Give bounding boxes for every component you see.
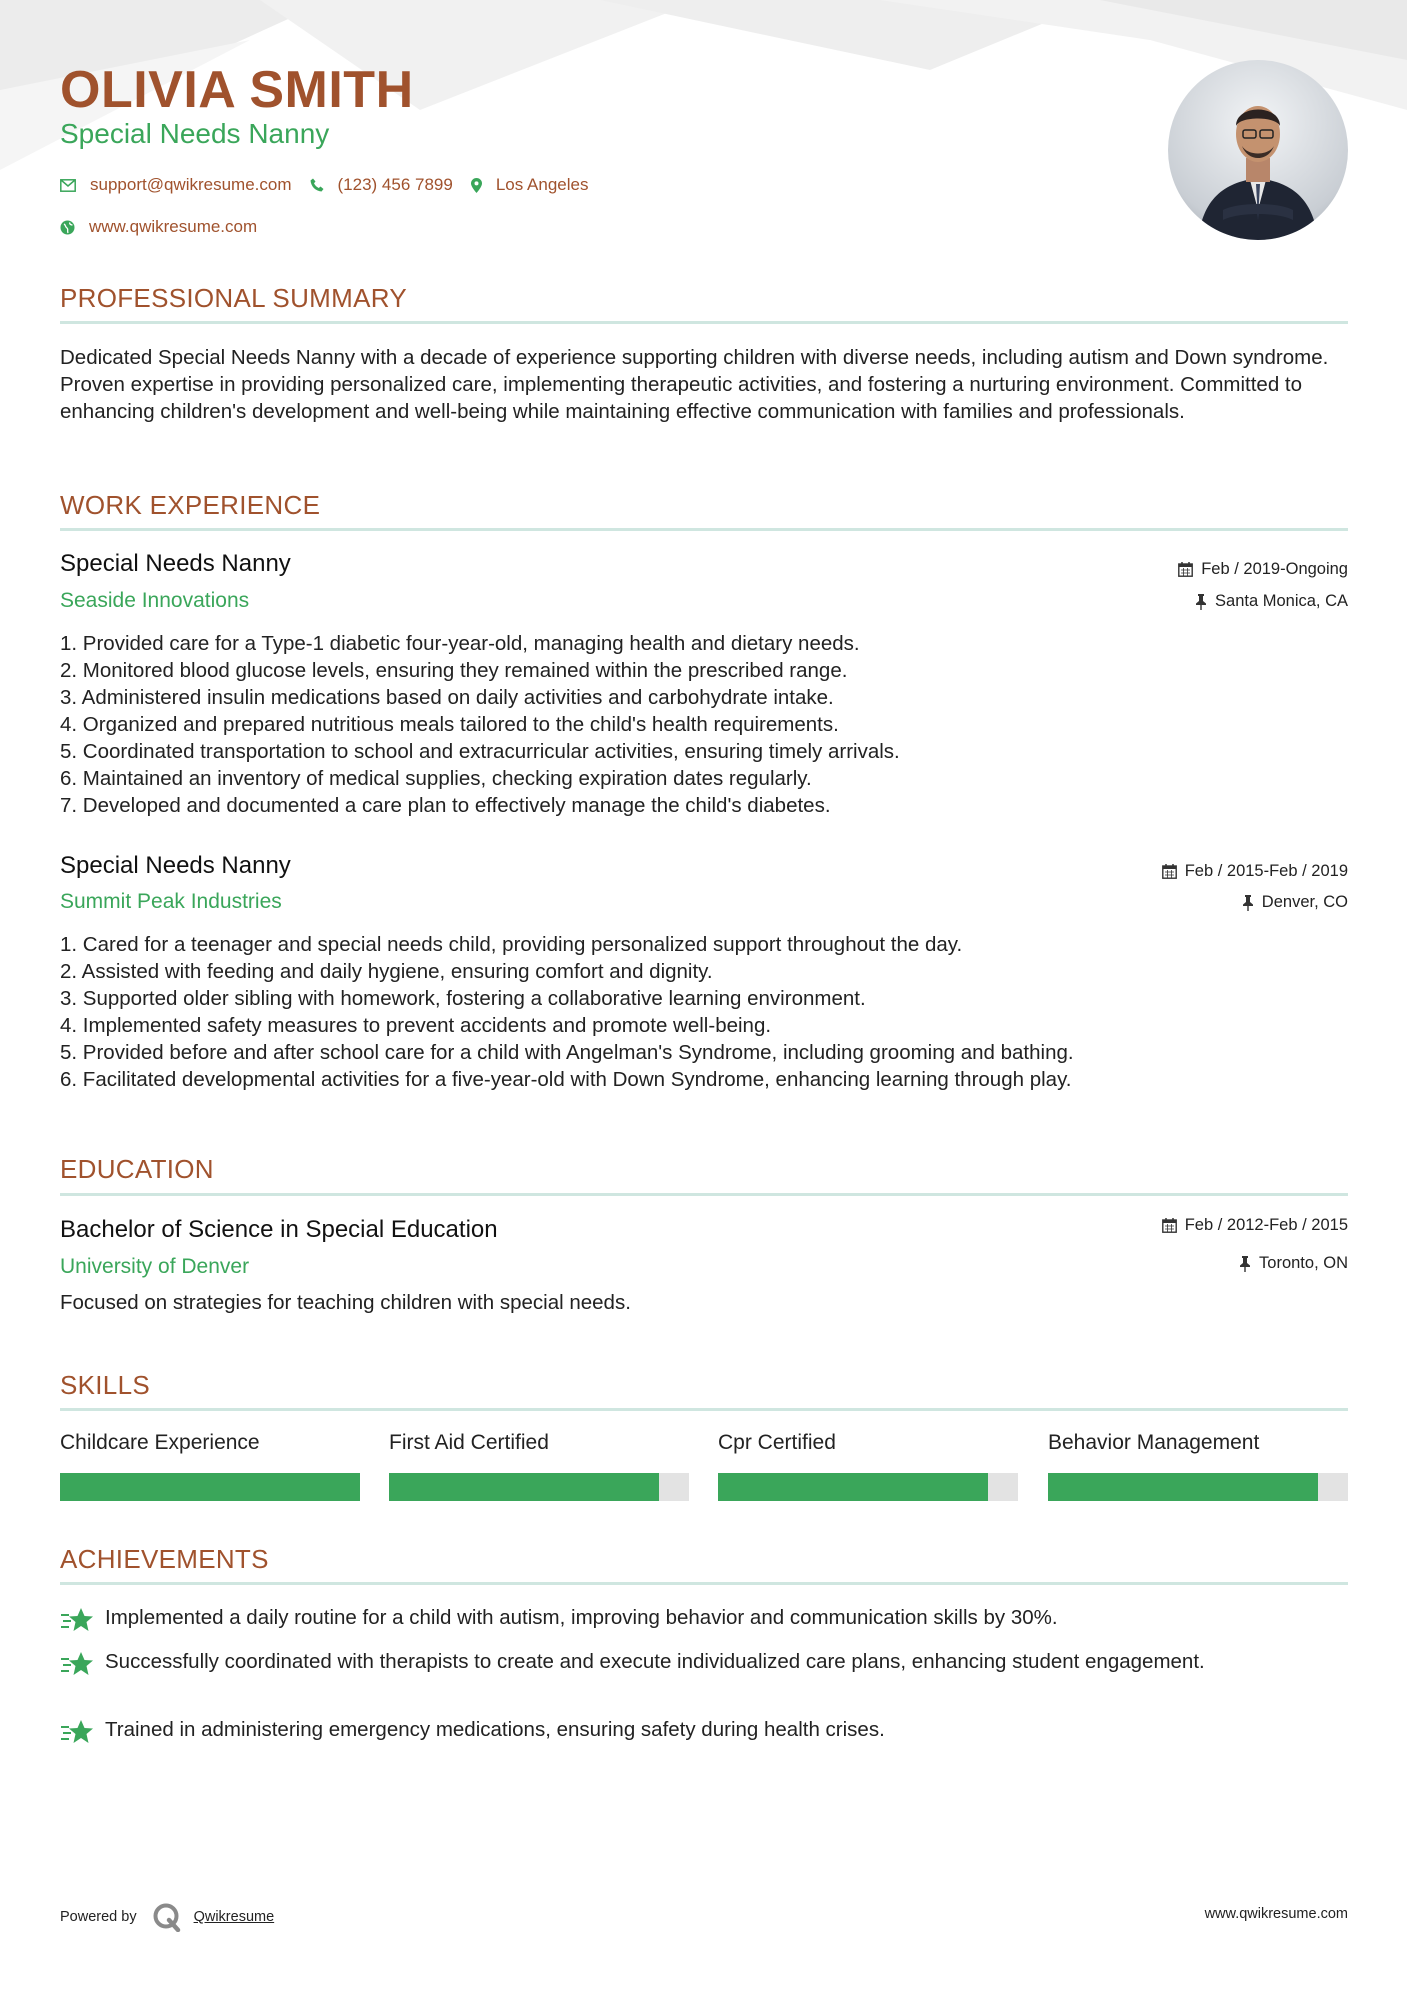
list-item: 6. Maintained an inventory of medical supplies, checking expiration dates regularly.: [60, 767, 812, 790]
summary-divider: [60, 321, 1348, 324]
degree-title: Bachelor of Science in Special Education: [60, 1216, 498, 1243]
pushpin-icon: [1239, 1256, 1251, 1272]
skill-bar-fill: [389, 1473, 659, 1501]
contact-phone[interactable]: [310, 175, 453, 195]
experience-heading: WORK EXPERIENCE: [60, 490, 321, 520]
calendar-icon: [1162, 864, 1177, 879]
skill-bar-track: [1048, 1473, 1348, 1501]
profile-photo: [1168, 60, 1348, 240]
list-item: 7. Developed and documented a care plan to effectively manage the child's diabetes.: [60, 794, 831, 817]
job-location: [1195, 592, 1348, 611]
job-location-text: Denver, CO: [1261, 893, 1348, 911]
job-date: [1178, 560, 1348, 579]
website-text: www.qwikresume.com: [89, 217, 258, 236]
skill-bar-fill: [1048, 1473, 1318, 1501]
contact-website[interactable]: [60, 217, 257, 237]
candidate-name: OLIVIA SMITH: [60, 61, 414, 119]
education-date-text: Feb / 2012-Feb / 2015: [1184, 1216, 1348, 1234]
education-location-text: Toronto, ON: [1259, 1254, 1348, 1272]
achievements-divider: [60, 1582, 1348, 1585]
phone-text: (123) 456 7899: [337, 175, 453, 194]
education-description: Focused on strategies for teaching children with special needs.: [60, 1291, 631, 1314]
skills-heading: SKILLS: [60, 1370, 150, 1400]
list-item: 1. Cared for a teenager and special needs child, providing personalized support throughout the day.: [60, 933, 963, 956]
footer-powered-by: [60, 1902, 274, 1932]
powered-by-label: Powered by: [60, 1909, 137, 1925]
job-title: Special Needs Nanny: [60, 852, 291, 879]
skill-item: [60, 1431, 360, 1501]
list-item: 4. Organized and prepared nutritious meals tailored to the child's health requirements.: [60, 713, 839, 736]
website-row: [60, 217, 275, 237]
skill-label: First Aid Certified: [389, 1431, 549, 1454]
star-achievement-icon: [60, 1718, 94, 1746]
job-bullets: [60, 931, 1348, 1093]
list-item: 5. Coordinated transportation to school and extracurricular activities, ensuring timely arrivals.: [60, 740, 900, 763]
list-item: 2. Monitored blood glucose levels, ensuring they remained within the prescribed range.: [60, 659, 848, 682]
contact-email[interactable]: [60, 175, 292, 195]
job-company: Summit Peak Industries: [60, 890, 282, 913]
achievement-item: [60, 1716, 1348, 1746]
skill-label: Behavior Management: [1048, 1431, 1260, 1454]
calendar-icon: [1162, 1218, 1177, 1233]
email-text: support@qwikresume.com: [90, 175, 292, 194]
globe-icon: [60, 220, 75, 235]
skill-item: [389, 1431, 689, 1501]
list-item: 4. Implemented safety measures to prevent accidents and promote well-being.: [60, 1014, 772, 1037]
achievements-heading: ACHIEVEMENTS: [60, 1544, 269, 1574]
education-heading: EDUCATION: [60, 1154, 214, 1184]
job-company: Seaside Innovations: [60, 589, 250, 612]
list-item: 2. Assisted with feeding and daily hygiene, ensuring comfort and dignity.: [60, 960, 713, 983]
school-name: University of Denver: [60, 1255, 250, 1278]
list-item: 5. Provided before and after school care for a child with Angelman's Syndrome, including grooming and bathing.: [60, 1041, 1074, 1064]
skill-bar-fill: [718, 1473, 988, 1501]
skill-bar-track: [718, 1473, 1018, 1501]
pushpin-icon: [1242, 895, 1254, 911]
list-item: 3. Administered insulin medications based on daily activities and carbohydrate intake.: [60, 686, 834, 709]
achievement-text: Implemented a daily routine for a child with autism, improving behavior and communication skills by 30%.: [105, 1606, 1058, 1629]
skill-label: Cpr Certified: [718, 1431, 836, 1454]
phone-icon: [310, 178, 324, 192]
list-item: 3. Supported older sibling with homework, fostering a collaborative learning environment.: [60, 987, 866, 1010]
list-item: 6. Facilitated developmental activities for a five-year-old with Down Syndrome, enhancing learning through play.: [60, 1068, 1072, 1091]
star-achievement-icon: [60, 1606, 94, 1634]
brand-link[interactable]: Qwikresume: [193, 1909, 275, 1925]
contact-location: [471, 175, 589, 195]
education-divider: [60, 1193, 1348, 1196]
job-location-text: Santa Monica, CA: [1215, 592, 1348, 610]
achievement-text: Trained in administering emergency medications, ensuring safety during health crises.: [105, 1718, 885, 1741]
contact-row: [60, 175, 606, 195]
skill-item: [718, 1431, 1018, 1501]
list-item: 1. Provided care for a Type-1 diabetic four-year-old, managing health and dietary needs.: [60, 632, 860, 655]
footer-website[interactable]: www.qwikresume.com: [1204, 1906, 1348, 1922]
skill-item: [1048, 1431, 1348, 1501]
achievement-text: Successfully coordinated with therapists to create and execute individualized care plans, enhancing student engagement.: [105, 1650, 1205, 1673]
job-location: [1242, 893, 1348, 912]
skill-bar-track: [60, 1473, 360, 1501]
skill-label: Childcare Experience: [60, 1431, 260, 1454]
job-title: Special Needs Nanny: [60, 550, 291, 577]
summary-heading: PROFESSIONAL SUMMARY: [60, 283, 407, 313]
calendar-icon: [1178, 562, 1193, 577]
candidate-title: Special Needs Nanny: [60, 118, 330, 149]
envelope-icon: [60, 179, 76, 192]
education-date: [1162, 1216, 1348, 1235]
location-text: Los Angeles: [495, 175, 589, 194]
map-pin-icon: [471, 178, 482, 193]
summary-text: Dedicated Special Needs Nanny with a decade of experience supporting children with diverse needs, including autism and Down syndrome. Proven expertise in providing personalized care, implementing therapeutic activities, and fostering a nurturing environment. Committed to enhancing children's development and well-being while maintaining effective communication with families and professionals.: [60, 346, 1329, 423]
job-date-text: Feb / 2015-Feb / 2019: [1184, 862, 1348, 880]
job-bullets: [60, 630, 1348, 819]
person-avatar-icon: [1168, 60, 1348, 240]
qwikresume-logo-icon: [152, 1902, 182, 1932]
achievement-item: [60, 1648, 1348, 1678]
experience-divider: [60, 528, 1348, 531]
skill-bar-fill: [60, 1473, 360, 1501]
star-achievement-icon: [60, 1650, 94, 1678]
skill-bar-track: [389, 1473, 689, 1501]
achievement-item: [60, 1604, 1348, 1634]
education-location: [1239, 1254, 1348, 1273]
job-date: [1162, 862, 1348, 881]
pushpin-icon: [1195, 594, 1207, 610]
skills-divider: [60, 1408, 1348, 1411]
job-date-text: Feb / 2019-Ongoing: [1201, 560, 1348, 578]
